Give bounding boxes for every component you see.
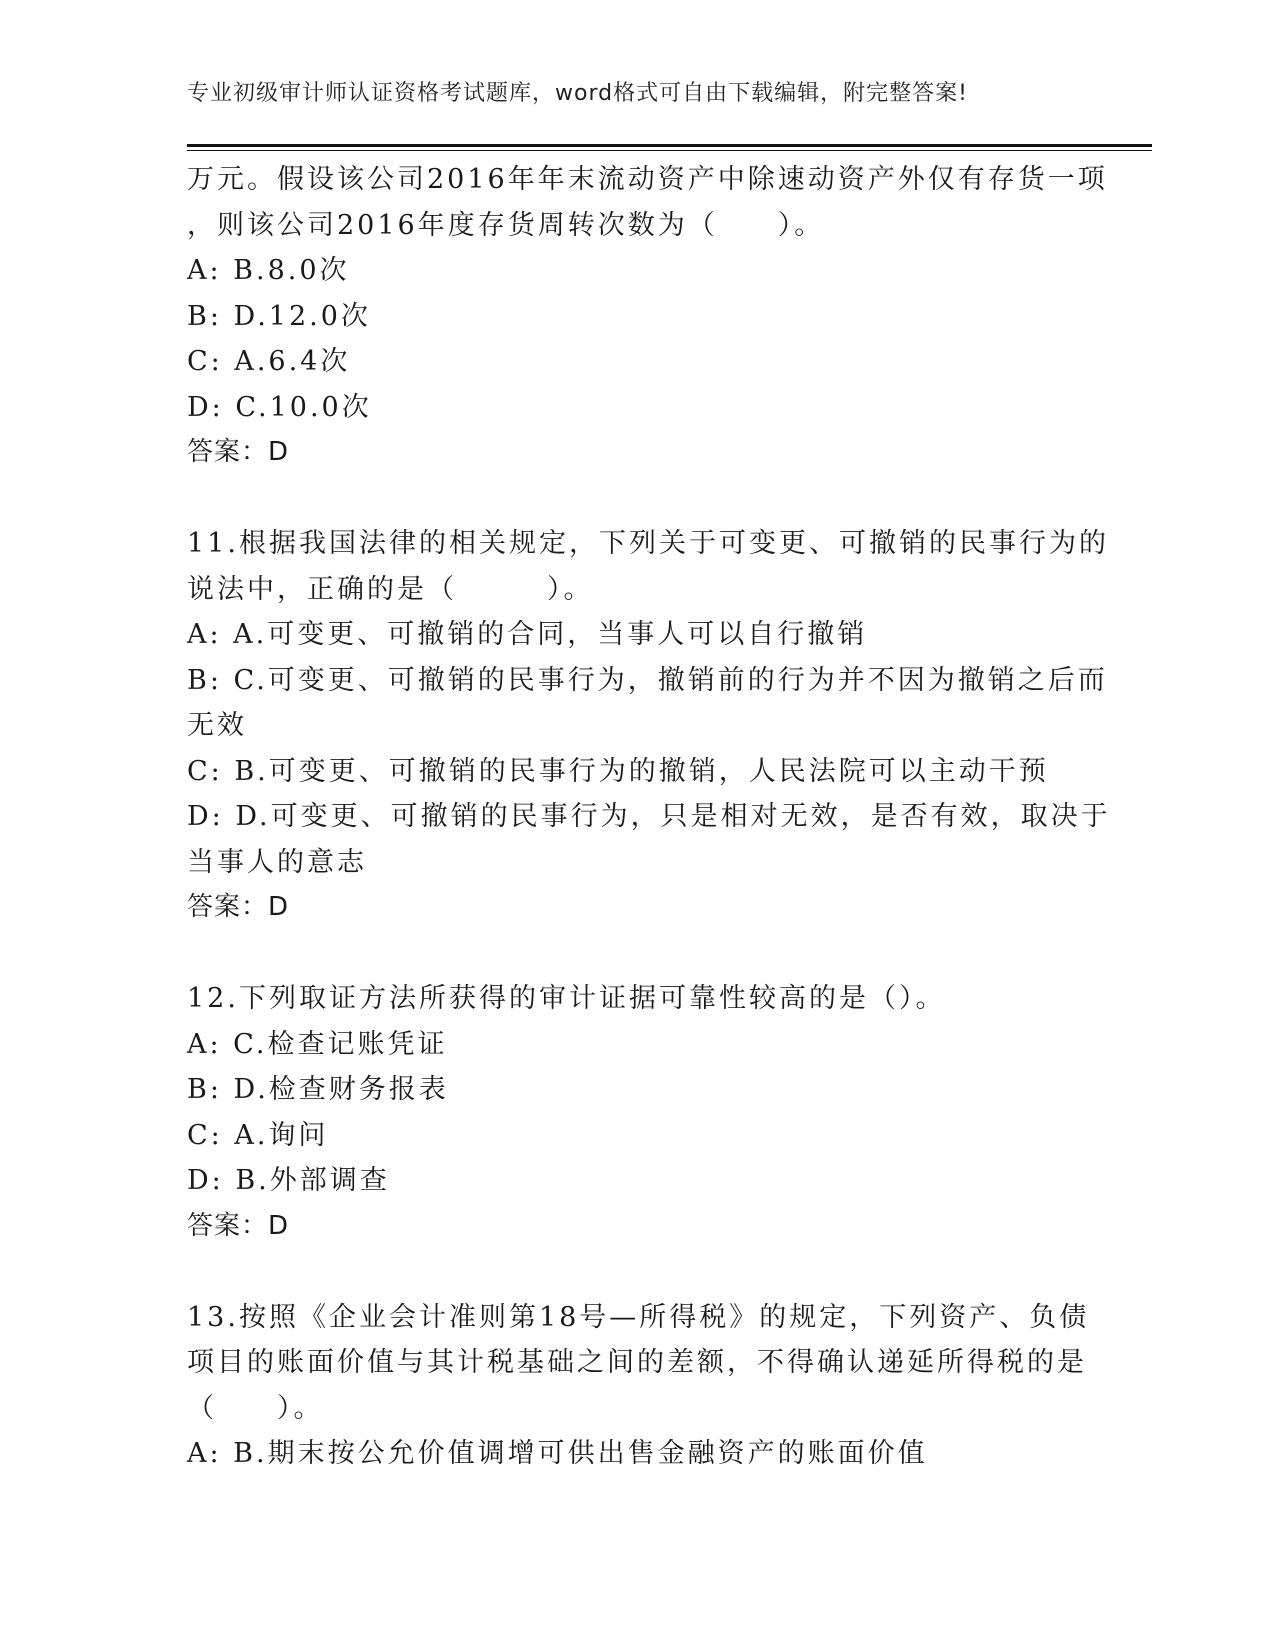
spacer <box>187 931 1087 977</box>
header-rule-thin <box>187 150 1152 151</box>
question-stem: 11.根据我国法律的相关规定，下列关于可变更、可撤销的民事行为的 <box>187 528 1109 559</box>
question-11 <box>187 521 1111 931</box>
spacer <box>187 1249 1087 1295</box>
option-c: C: A.6.4次 <box>187 346 351 377</box>
spacer <box>187 476 1087 522</box>
question-stem: 12.下列取证方法所获得的审计证据可靠性较高的是（）。 <box>187 983 946 1014</box>
header-rule-thick <box>187 144 1152 147</box>
question-stem: 万元。假设该公司2016年年末流动资产中除速动资产外仅有存货一项 <box>187 164 1108 195</box>
answer: 答案：D <box>187 1210 290 1241</box>
option-b: B: D.12.0次 <box>187 300 371 332</box>
question-stem: 13.按照《企业会计准则第18号—所得税》的规定，下列资产、负债 <box>187 1301 1090 1333</box>
question-stem: ，则该公司2016年度存货周转次数为（ ）。 <box>187 209 825 241</box>
option-b: B: D.检查财务报表 <box>187 1074 449 1105</box>
answer: 答案：D <box>187 892 290 922</box>
question-stem: 项目的账面价值与其计税基础之间的差额，不得确认递延所得税的是 <box>187 1347 1087 1378</box>
answer: 答案：D <box>187 437 290 467</box>
option-d: D: C.10.0次 <box>187 391 372 423</box>
option-a: A: A.可变更、可撤销的合同，当事人可以自行撤销 <box>187 619 868 650</box>
option-d: D: B.外部调查 <box>187 1165 390 1196</box>
page-header: 专业初级审计师认证资格考试题库，word格式可自由下载编辑，附完整答案! <box>187 81 968 106</box>
question-10 <box>187 157 1108 476</box>
option-a: A: B.8.0次 <box>187 255 350 286</box>
option-d: D: D.可变更、可撤销的民事行为，只是相对无效，是否有效，取决于 <box>187 801 1111 832</box>
option-b-continued: 无效 <box>187 710 247 741</box>
option-d-continued: 当事人的意志 <box>187 846 367 878</box>
option-a: A: B.期末按公允价值调增可供出售金融资产的账面价值 <box>187 1438 928 1469</box>
option-c: C: B.可变更、可撤销的民事行为的撤销，人民法院可以主动干预 <box>187 755 1049 787</box>
option-b: B: C.可变更、可撤销的民事行为，撤销前的行为并不因为撤销之后而 <box>187 664 1108 696</box>
question-stem: 说法中，正确的是（ ）。 <box>187 573 594 605</box>
question-12 <box>187 976 1087 1249</box>
option-a: A: C.检查记账凭证 <box>187 1028 448 1060</box>
exam-content <box>187 157 1111 1477</box>
question-13 <box>187 1295 1090 1477</box>
option-c: C: A.询问 <box>187 1119 329 1151</box>
question-stem: （ ）。 <box>187 1392 324 1424</box>
